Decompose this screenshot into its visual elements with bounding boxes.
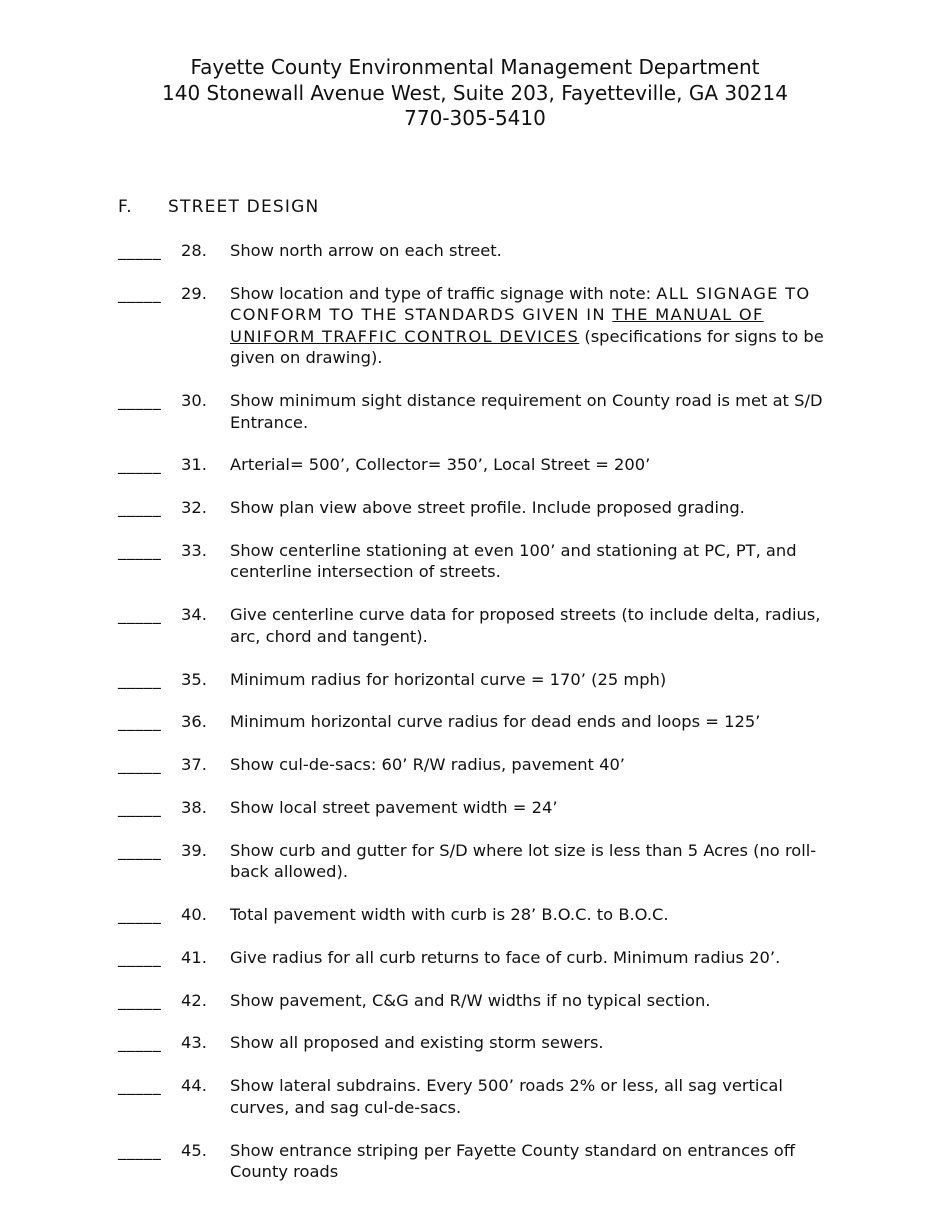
item-number: 35. (181, 669, 207, 689)
check-blank: _____ (118, 1140, 162, 1160)
check-blank: _____ (118, 283, 162, 303)
checklist-item (118, 1140, 838, 1183)
checklist-item (118, 669, 838, 691)
item-text-intro: Show location and type of traffic signage with note: (230, 283, 657, 303)
checklist-item (118, 454, 838, 476)
check-blank: _____ (118, 905, 162, 925)
item-text (230, 283, 838, 369)
document-header (0, 55, 950, 132)
item-text: Show curb and gutter for S/D where lot size is less than 5 Acres (no roll-back allowed). (230, 840, 817, 882)
checklist-item (118, 540, 838, 583)
item-text: Show centerline stationing at even 100’ and stationing at PC, PT, and centerline intersection of streets. (230, 540, 797, 582)
checklist-item (118, 904, 838, 926)
section-heading (118, 197, 319, 217)
item-number: 45. (181, 1140, 207, 1160)
item-number: 37. (181, 755, 207, 775)
item-number: 32. (181, 498, 207, 518)
checklist-item (118, 390, 838, 433)
item-number: 41. (181, 947, 207, 967)
check-blank: _____ (118, 498, 162, 518)
checklist (118, 240, 838, 1204)
item-number: 44. (181, 1076, 207, 1096)
checklist-item (118, 283, 838, 369)
item-number: 40. (181, 905, 207, 925)
item-number: 38. (181, 797, 207, 817)
section-title: STREET DESIGN (168, 197, 320, 217)
item-number: 39. (181, 840, 207, 860)
item-text: Give radius for all curb returns to face of curb. Minimum radius 20’. (230, 947, 781, 967)
item-number: 33. (181, 540, 207, 560)
item-text: Arterial= 500’, Collector= 350’, Local Street = 200’ (230, 455, 651, 475)
mutcd-reference: THE MANUAL OF UNIFORM TRAFFIC CONTROL DEVICES (230, 305, 764, 346)
department-phone: 770-305-5410 (404, 106, 546, 130)
item-text-tail: (specifications for signs to be given on drawing). (230, 326, 824, 368)
check-blank: _____ (118, 540, 162, 560)
check-blank: _____ (118, 947, 162, 967)
item-text: Total pavement width with curb is 28’ B.O.C. to B.O.C. (230, 905, 669, 925)
item-text: Show lateral subdrains. Every 500’ roads 2% or less, all sag vertical curves, and sag cul-de-sacs. (230, 1076, 783, 1117)
check-blank: _____ (118, 455, 162, 475)
signage-note: ALL SIGNAGE TO CONFORM TO THE STANDARDS GIVEN IN (230, 283, 811, 325)
item-text: Show cul-de-sacs: 60’ R/W radius, pavement 40’ (230, 755, 625, 775)
item-number: 29. (181, 283, 207, 303)
item-text: Show all proposed and existing storm sewers. (230, 1033, 604, 1053)
check-blank: _____ (118, 669, 162, 689)
item-number: 36. (181, 712, 207, 732)
section-letter: F. (118, 197, 133, 217)
checklist-item (118, 797, 838, 819)
check-blank: _____ (118, 990, 162, 1010)
checklist-item (118, 1032, 838, 1054)
item-text: Show entrance striping per Fayette County standard on entrances off County roads (230, 1140, 795, 1182)
check-blank: _____ (118, 1076, 162, 1096)
item-number: 42. (181, 990, 207, 1010)
item-text: Minimum horizontal curve radius for dead ends and loops = 125’ (230, 712, 761, 732)
item-text: Give centerline curve data for proposed streets (to include delta, radius, arc, chord and tangent). (230, 605, 821, 646)
department-address: 140 Stonewall Avenue West, Suite 203, Fayetteville, GA 30214 (162, 80, 788, 105)
item-number: 28. (181, 241, 207, 260)
checklist-item (118, 990, 838, 1012)
checklist-item (118, 240, 838, 262)
checklist-item (118, 711, 838, 733)
item-number: 31. (181, 455, 207, 475)
check-blank: _____ (118, 712, 162, 732)
department-name: Fayette County Environmental Management Department (190, 55, 760, 79)
checklist-item (118, 1075, 838, 1118)
check-blank: _____ (118, 797, 162, 817)
item-text: Show minimum sight distance requirement on County road is met at S/D Entrance. (230, 391, 823, 432)
check-blank: _____ (118, 605, 162, 625)
checklist-item (118, 754, 838, 776)
item-text: Show local street pavement width = 24’ (230, 797, 558, 817)
item-number: 30. (181, 391, 207, 411)
checklist-item (118, 840, 838, 883)
check-blank: _____ (118, 840, 162, 860)
item-text: Show north arrow on each street. (230, 241, 502, 260)
item-number: 43. (181, 1033, 207, 1053)
item-text: Show pavement, C&G and R/W widths if no typical section. (230, 990, 711, 1010)
check-blank: _____ (118, 1033, 162, 1053)
item-text: Minimum radius for horizontal curve = 170’ (25 mph) (230, 669, 667, 689)
item-text: Show plan view above street profile. Include proposed grading. (230, 498, 745, 518)
item-number: 34. (181, 605, 207, 625)
checklist-item (118, 604, 838, 647)
check-blank: _____ (118, 241, 162, 260)
check-blank: _____ (118, 755, 162, 775)
check-blank: _____ (118, 391, 162, 411)
checklist-item (118, 497, 838, 519)
checklist-item (118, 947, 838, 969)
